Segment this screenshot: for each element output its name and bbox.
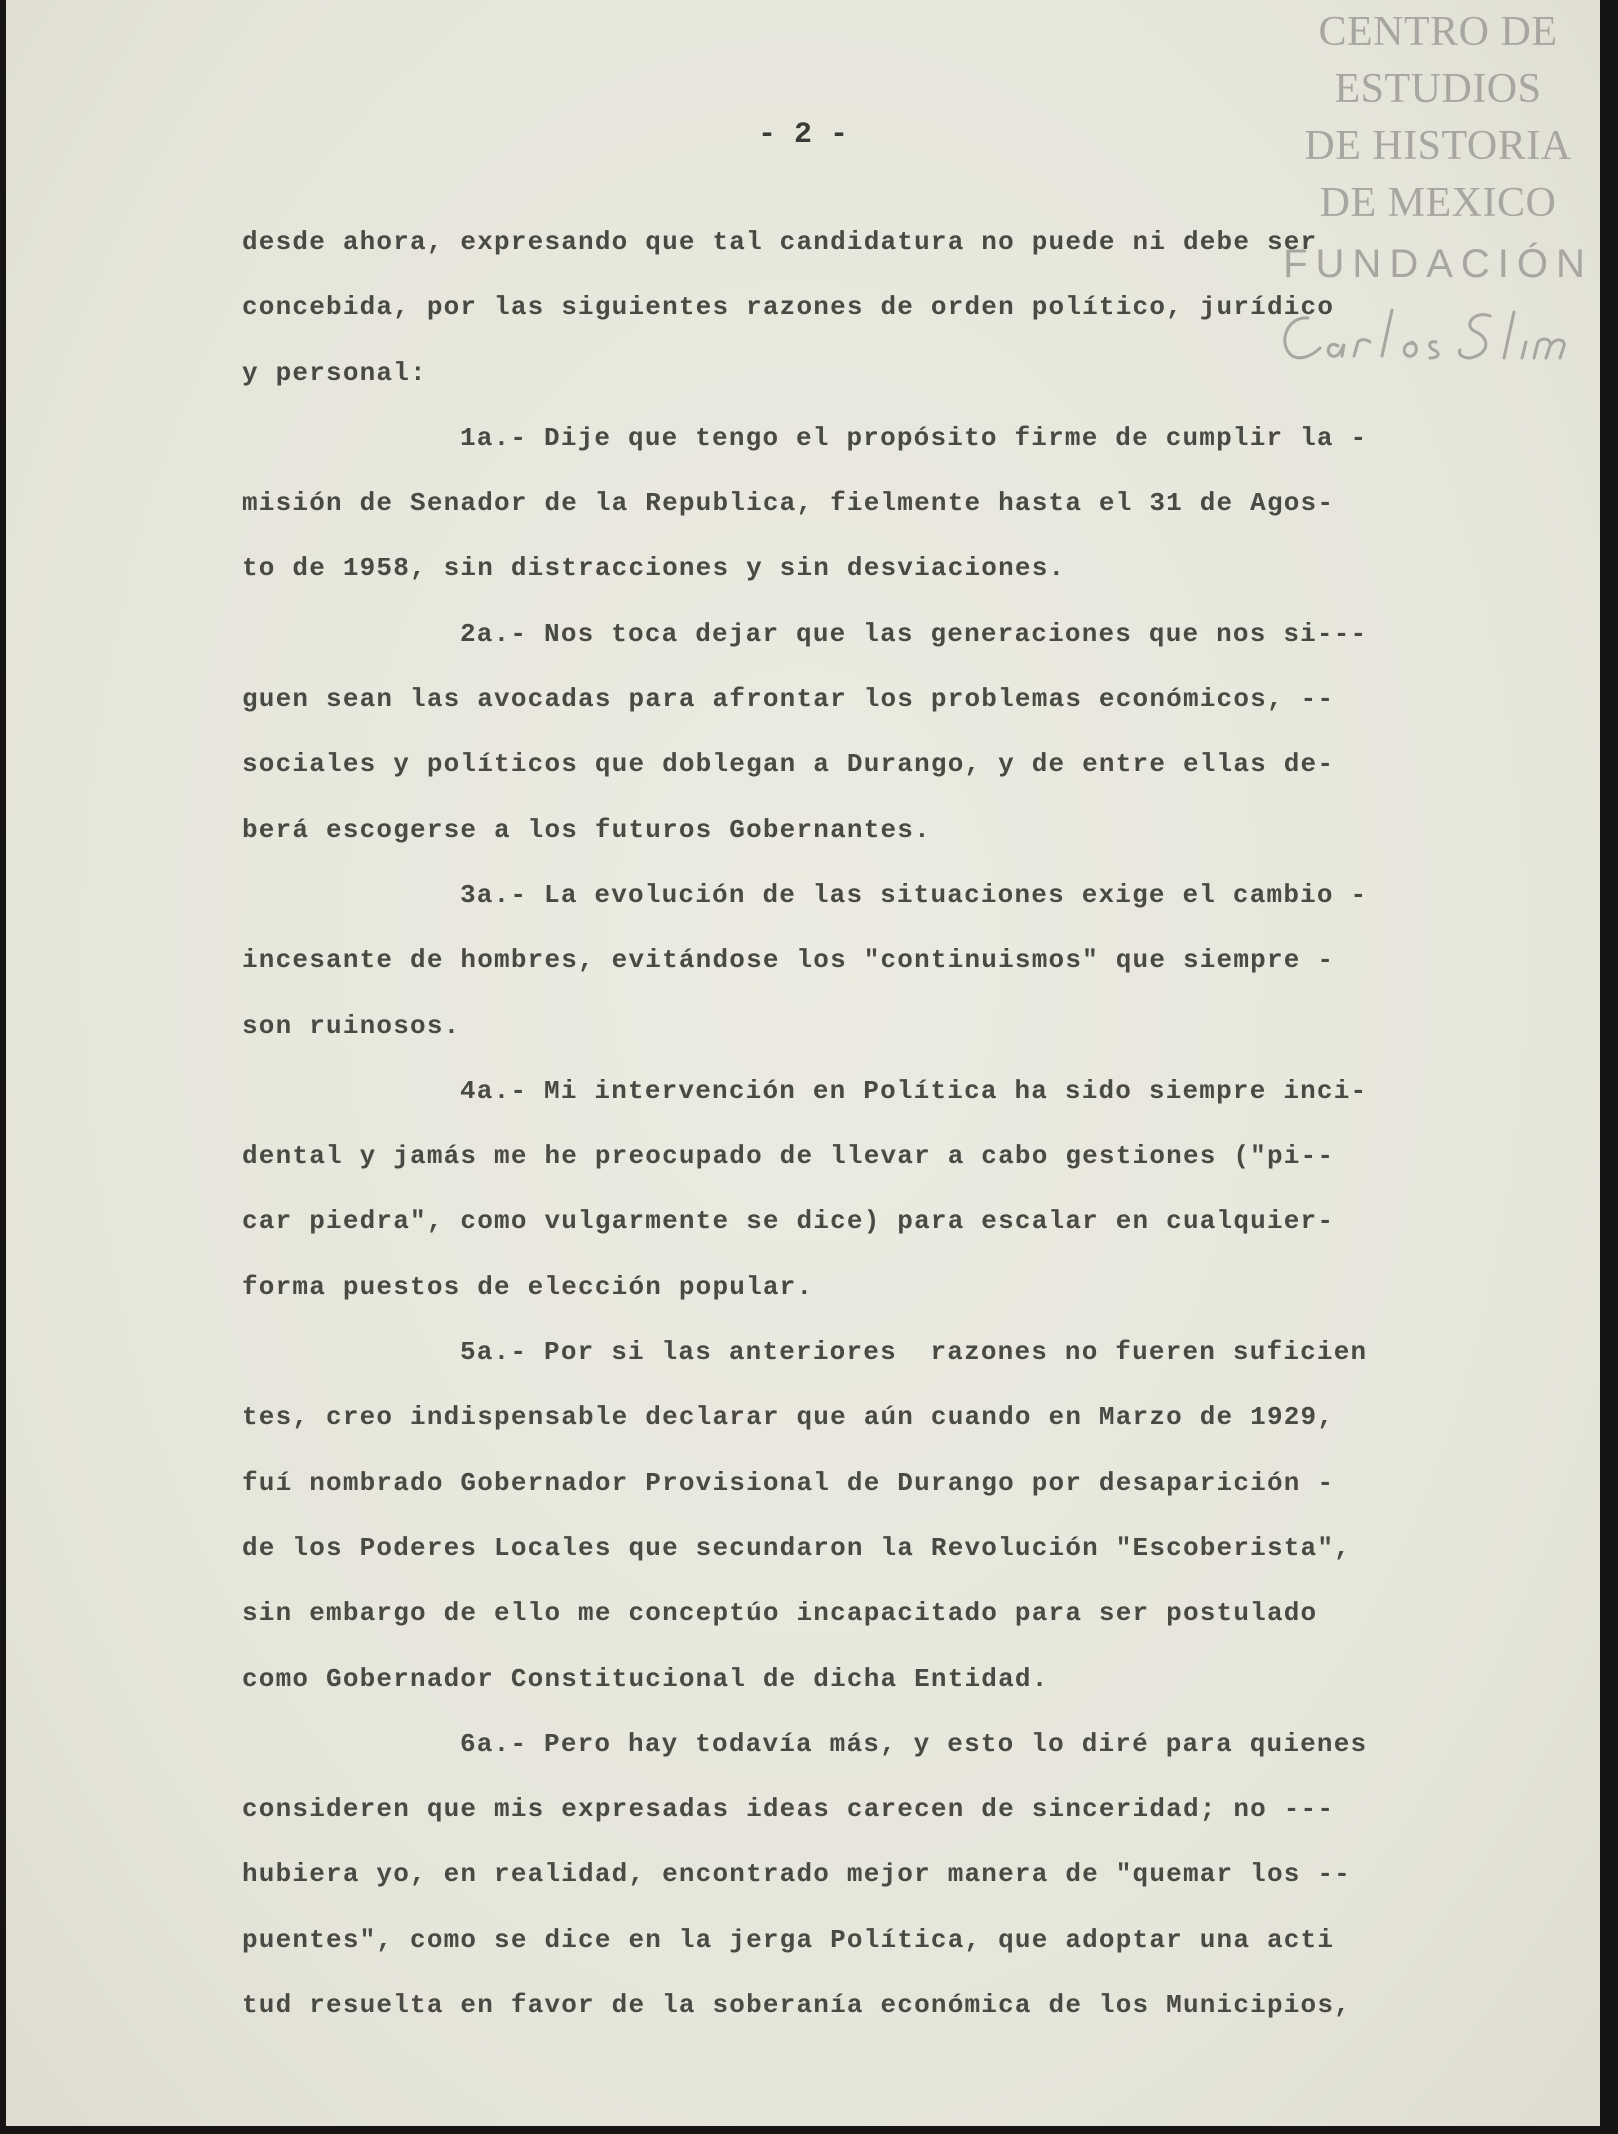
text-line: fuí nombrado Gobernador Provisional de Durango por desaparición - (242, 1467, 1335, 1498)
text-line: concebida, por las siguientes razones de orden político, jurídico (242, 292, 1335, 323)
text-line: car piedra", como vulgarmente se dice) para escalar en cualquier- (242, 1206, 1335, 1237)
text-line: forma puestos de elección popular. (242, 1271, 814, 1302)
text-line: hubiera yo, en realidad, encontrado mejor manera de "quemar los -- (242, 1859, 1351, 1890)
text-line: sociales y políticos que doblegan a Durango, y de entre ellas de- (242, 749, 1335, 780)
text-line: misión de Senador de la Republica, fielmente hasta el 31 de Agos- (242, 488, 1335, 519)
text-line: son ruinosos. (242, 1010, 461, 1041)
paragraph-2a: 2a.- Nos toca dejar que las generaciones que nos si--- (460, 618, 1368, 649)
page-number: - 2 - (757, 118, 848, 152)
text-line: de los Poderes Locales que secundaron la Revolución "Escoberista", (242, 1532, 1351, 1563)
text-line: to de 1958, sin distracciones y sin desviaciones. (242, 553, 1066, 584)
document-page (6, 0, 1600, 2126)
text-line: y personal: (242, 357, 427, 388)
text-line: dental y jamás me he preocupado de llevar a cabo gestiones ("pi-- (242, 1141, 1335, 1172)
text-line: como Gobernador Constitucional de dicha Entidad. (242, 1663, 1049, 1694)
watermark-line-5: FUNDACIÓN (1283, 242, 1593, 286)
paragraph-3a: 3a.- La evolución de las situaciones exige el cambio - (460, 879, 1368, 910)
text-line: guen sean las avocadas para afrontar los problemas económicos, -- (242, 684, 1335, 715)
text-line: consideren que mis expresadas ideas carecen de sinceridad; no --- (242, 1794, 1335, 1825)
text-line: puentes", como se dice en la jerga Política, que adoptar una acti (242, 1924, 1335, 1955)
paragraph-6a: 6a.- Pero hay todavía más, y esto lo diré para quienes (460, 1728, 1368, 1759)
text-line: tes, creo indispensable declarar que aún cuando en Marzo de 1929, (242, 1402, 1335, 1433)
document-body (242, 210, 1482, 2038)
text-line: desde ahora, expresando que tal candidatura no puede ni debe ser (242, 227, 1318, 257)
watermark-line-4: DE MEXICO (1319, 180, 1557, 226)
watermark-line-2: ESTUDIOS (1334, 66, 1542, 112)
text-line: sin embargo de ello me conceptúo incapacitado para ser postulado (242, 1598, 1318, 1629)
text-line: berá escogerse a los futuros Gobernantes. (242, 814, 931, 845)
paragraph-4a: 4a.- Mi intervención en Política ha sido siempre inci- (460, 1075, 1368, 1106)
watermark-line-3: DE HISTORIA (1304, 123, 1572, 169)
text-line: tud resuelta en favor de la soberanía económica de los Municipios, (242, 1990, 1351, 2021)
paragraph-1a: 1a.- Dije que tengo el propósito firme de cumplir la - (460, 422, 1368, 453)
watermark-line-1: CENTRO DE (1318, 9, 1558, 55)
paragraph-5a: 5a.- Por si las anteriores razones no fueren suficien (460, 1337, 1368, 1368)
text-line: incesante de hombres, evitándose los "continuismos" que siempre - (242, 945, 1335, 976)
